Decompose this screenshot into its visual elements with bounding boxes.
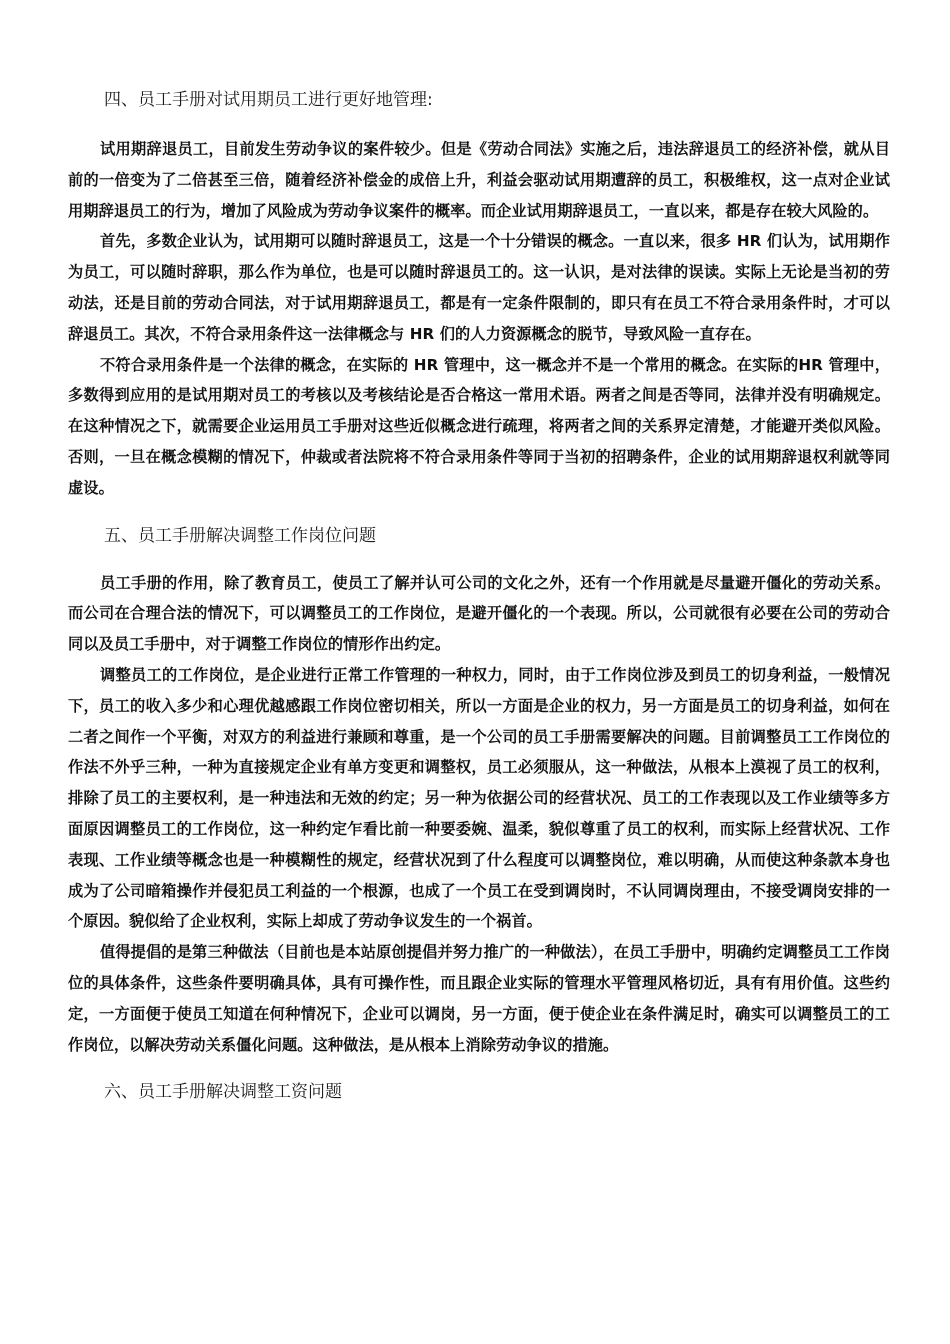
- section-heading-probation: 四、员工手册对试用期员工进行更好地管理:: [104, 90, 433, 110]
- paragraph: 员工手册的作用，除了教育员工，使员工了解并认可公司的文化之外，还有一个作用就是尽量避开僵化的劳动关系。而公司在合理合法的情况下，可以调整员工的工作岗位，是避开僵化的一个表现。所以，公司就很有必要在公司的劳动合同以及员工手册中，对于调整工作岗位的情形作出约定。: [68, 573, 890, 654]
- section-heading-job-adjustment: 五、员工手册解决调整工作岗位问题: [104, 525, 376, 546]
- paragraph: 不符合录用条件是一个法律的概念，在实际的 HR 管理中，这一概念并不是一个常用的概念。在实际的HR 管理中，多数得到应用的是试用期对员工的考核以及考核结论是否合格这一常用术语。两者之间是否等同，法律并没有明确规定。在这种情况之下，就需要企业运用员工手册对这些近似概念进行疏理，将两者之间的关系界定清楚，才能避开类似风险。否则，一旦在概念模糊的情况下，仲裁或者法院将不符合录用条件等同于当初的招聘条件，企业的试用期辞退权利就等同虚设。: [68, 355, 890, 497]
- paragraph: 值得提倡的是第三种做法（目前也是本站原创提倡并努力推广的一种做法），在员工手册中，明确约定调整员工工作岗位的具体条件，这些条件要明确具体，具有可操作性，而且跟企业实际的管理水平管理风格切近，具有有用价值。这些约定，一方面便于使员工知道在何种情况下，企业可以调岗，另一方面，便于使企业在条件满足时，确实可以调整员工的工作岗位，以解决劳动关系僵化问题。这种做法，是从根本上消除劳动争议的措施。: [68, 943, 890, 1054]
- paragraph: 首先，多数企业认为，试用期可以随时辞退员工，这是一个十分错误的概念。一直以来，很多 HR 们认为，试用期作为员工，可以随时辞职，那么作为单位，也是可以随时辞退员工的。这一认识，是对法律的误读。实际上无论是当初的劳动法，还是目前的劳动合同法，对于试用期辞退员工，都是有一定条件限制的，即只有在员工不符合录用条件时，才可以辞退员工。其次，不符合录用条件这一法律概念与 HR 们的人力资源概念的脱节，导致风险一直存在。: [68, 232, 890, 343]
- document-page: [68, 86, 890, 1106]
- section-heading-salary-adjustment: 六、员工手册解决调整工资问题: [104, 1082, 342, 1103]
- paragraph: 试用期辞退员工，目前发生劳动争议的案件较少。但是《劳动合同法》实施之后，违法辞退员工的经济补偿，就从目前的一倍变为了二倍甚至三倍，随着经济补偿金的成倍上升，利益会驱动试用期遭辞的员工，积极维权，这一点对企业试用期辞退员工的行为，增加了风险成为劳动争议案件的概率。而企业试用期辞退员工，一直以来，都是存在较大风险的。: [68, 140, 890, 220]
- paragraph: 调整员工的工作岗位，是企业进行正常工作管理的一种权力，同时，由于工作岗位涉及到员工的切身利益，一般情况下，员工的收入多少和心理优越感跟工作岗位密切相关，所以一方面是企业的权力，另一方面是员工的切身利益，如何在二者之间作一个平衡，对双方的利益进行兼顾和尊重，是一个公司的员工手册需要解决的问题。目前调整员工工作岗位的作法不外乎三种，一种为直接规定企业有单方变更和调整权，员工必须服从，这一种做法，从根本上漠视了员工的权利，排除了员工的主要权利，是一种违法和无效的约定；另一种为依据公司的经营状况、员工的工作表现以及工作业绩等多方面原因调整员工的工作岗位，这一种约定乍看比前一种要委婉、温柔，貌似尊重了员工的权利，而实际上经营状况、工作表现、工作业绩等概念也是一种模糊性的规定，经营状况到了什么程度可以调整岗位，难以明确，从而使这种条款本身也成为了公司暗箱操作并侵犯员工利益的一个根源，也成了一个员工在受到调岗时，不认同调岗理由，不接受调岗安排的一个原因。貌似给了企业权利，实际上却成了劳动争议发生的一个祸首。: [68, 665, 890, 931]
